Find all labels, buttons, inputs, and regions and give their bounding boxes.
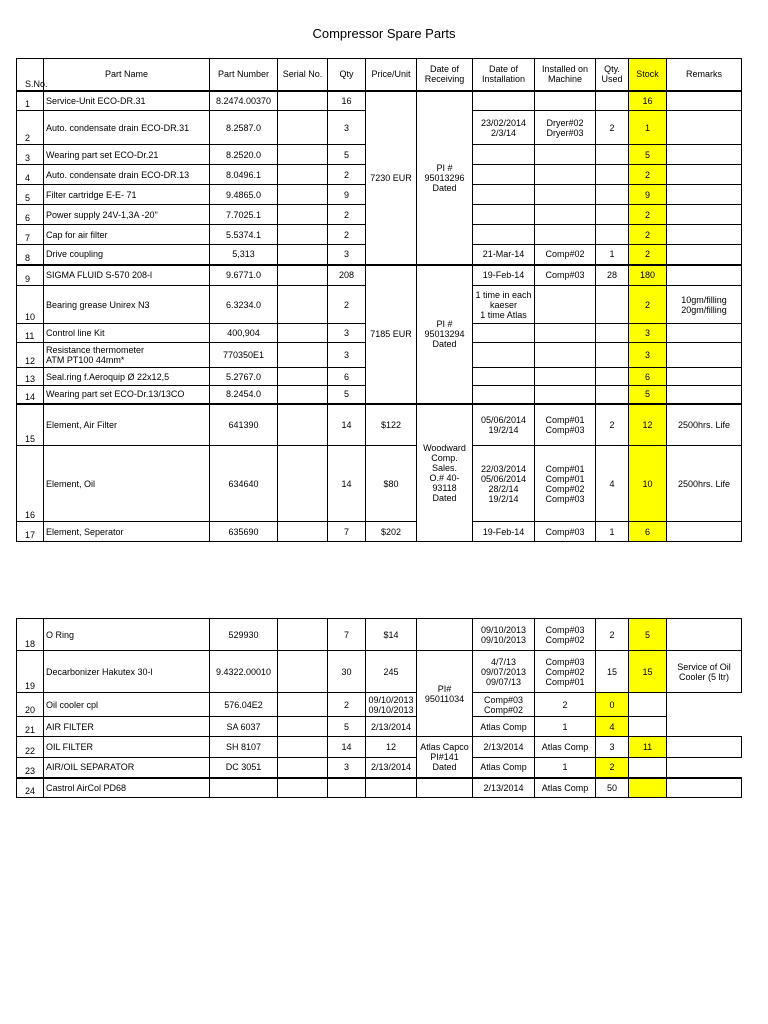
date-installation-cell: 2/13/2014 [366, 758, 417, 778]
remarks-cell [667, 205, 742, 225]
qty-cell: 2 [328, 225, 366, 245]
part-number-cell: 9.6771.0 [210, 265, 278, 286]
header-qty: Qty [328, 59, 366, 91]
installed-on-cell [535, 286, 596, 324]
part-name-cell: Element, Seperator [44, 522, 210, 542]
qty-cell: 3 [328, 324, 366, 343]
stock-cell: 3 [629, 324, 667, 343]
header-installed-on: Installed on Machine [535, 59, 596, 91]
qty-used-cell: 50 [596, 778, 629, 798]
date-installation-cell [473, 91, 535, 111]
spare-parts-table [16, 58, 742, 542]
part-number-cell: 9.4322.00010 [210, 651, 278, 693]
part-name-cell: Element, Air Filter [44, 404, 210, 446]
part-number-cell: 8.2520.0 [210, 145, 278, 165]
stock-cell: 3 [629, 343, 667, 368]
serial-no-cell [278, 368, 328, 386]
date-receiving-cell [417, 778, 473, 798]
stock-cell [629, 778, 667, 798]
date-installation-cell: 23/02/2014 2/3/14 [473, 111, 535, 145]
row-sno: 11 [17, 324, 44, 343]
remarks-cell [667, 386, 742, 404]
installed-on-cell [535, 368, 596, 386]
installed-on-cell [535, 205, 596, 225]
installed-on-cell [535, 343, 596, 368]
stock-cell: 11 [629, 737, 667, 758]
part-number-cell: 576.04E2 [210, 693, 278, 717]
part-number-cell: 529930 [210, 619, 278, 651]
remarks-cell: Service of Oil Cooler (5 ltr) [667, 651, 742, 693]
header-part-name: Part Name [44, 59, 210, 91]
header-price-unit: Price/Unit [366, 59, 417, 91]
date-installation-cell [473, 185, 535, 205]
part-name-cell: Element, Oil [44, 446, 210, 522]
part-name-cell: Power supply 24V-1,3A -20" [44, 205, 210, 225]
serial-no-cell [278, 758, 328, 778]
qty-cell [328, 778, 366, 798]
table-row [17, 778, 742, 798]
serial-no-cell [278, 145, 328, 165]
stock-cell: 6 [629, 368, 667, 386]
part-name-cell: AIR FILTER [44, 717, 210, 737]
remarks-cell [667, 265, 742, 286]
installed-on-cell: Comp#01 Comp#03 [535, 404, 596, 446]
date-installation-cell [473, 225, 535, 245]
header-serial-no: Serial No. [278, 59, 328, 91]
remarks-cell [667, 145, 742, 165]
date-installation-cell [473, 343, 535, 368]
row-sno: 6 [17, 205, 44, 225]
header-part-number: Part Number [210, 59, 278, 91]
date-installation-cell [473, 324, 535, 343]
remarks-cell: 10gm/filling 20gm/filling [667, 286, 742, 324]
date-installation-cell: 19-Feb-14 [473, 265, 535, 286]
qty-used-cell [596, 165, 629, 185]
stock-cell: 5 [629, 145, 667, 165]
qty-cell: 208 [328, 265, 366, 286]
qty-cell: 3 [328, 343, 366, 368]
serial-no-cell [278, 91, 328, 111]
part-name-cell: Oil cooler cpl [44, 693, 210, 717]
serial-no-cell [278, 286, 328, 324]
date-installation-cell: 2/13/2014 [366, 717, 417, 737]
date-installation-cell: 05/06/2014 19/2/14 [473, 404, 535, 446]
qty-used-cell [596, 225, 629, 245]
stock-cell: 10 [629, 446, 667, 522]
serial-no-cell [278, 386, 328, 404]
qty-cell: 2 [328, 205, 366, 225]
date-installation-cell: 09/10/2013 09/10/2013 [473, 619, 535, 651]
row-sno: 8 [17, 245, 44, 265]
qty-used-cell: 3 [596, 737, 629, 758]
qty-cell: 3 [328, 758, 366, 778]
remarks-cell [629, 693, 667, 717]
part-name-cell: Auto. condensate drain ECO-DR.31 [44, 111, 210, 145]
installed-on-cell [535, 324, 596, 343]
row-sno: 12 [17, 343, 44, 368]
date-installation-cell: 19-Feb-14 [473, 522, 535, 542]
qty-cell: 2 [328, 286, 366, 324]
qty-cell: 5 [328, 145, 366, 165]
qty-used-cell [596, 91, 629, 111]
part-number-cell: 5.5374.1 [210, 225, 278, 245]
remarks-cell [667, 225, 742, 245]
part-number-cell [210, 778, 278, 798]
qty-used-cell [596, 343, 629, 368]
table-row [17, 693, 742, 717]
part-number-cell: 770350E1 [210, 343, 278, 368]
part-name-cell: Control line Kit [44, 324, 210, 343]
installed-on-cell [535, 225, 596, 245]
installed-on-cell: Comp#03 [535, 522, 596, 542]
qty-used-cell: 1 [596, 245, 629, 265]
qty-cell: 14 [328, 446, 366, 522]
price-unit-cell: 245 [366, 651, 417, 693]
installed-on-cell: Atlas Comp [535, 778, 596, 798]
row-sno: 20 [17, 693, 44, 717]
serial-no-cell [278, 446, 328, 522]
qty-used-cell: 1 [535, 758, 596, 778]
part-name-cell: Filter cartridge E-E- 71 [44, 185, 210, 205]
qty-cell: 3 [328, 245, 366, 265]
table-row [17, 619, 742, 651]
serial-no-cell [278, 225, 328, 245]
remarks-cell [667, 111, 742, 145]
remarks-cell [667, 522, 742, 542]
date-receiving-cell: Woodward Comp. Sales. O.# 40- 93118 Dated [417, 404, 473, 542]
part-number-cell: 641390 [210, 404, 278, 446]
row-sno: 1 [17, 91, 44, 111]
row-sno: 17 [17, 522, 44, 542]
installed-on-cell: Comp#03 [535, 265, 596, 286]
qty-used-cell [596, 286, 629, 324]
installed-on-cell: Atlas Comp [535, 737, 596, 758]
price-unit-cell: $80 [366, 446, 417, 522]
row-sno: 14 [17, 386, 44, 404]
row-sno: 13 [17, 368, 44, 386]
installed-on-cell: Comp#03 Comp#02 [473, 693, 535, 717]
row-sno: 4 [17, 165, 44, 185]
stock-cell: 0 [596, 693, 629, 717]
row-sno: 22 [17, 737, 44, 758]
row-sno: 21 [17, 717, 44, 737]
stock-cell: 2 [596, 758, 629, 778]
date-installation-cell: 09/10/2013 09/10/2013 [366, 693, 417, 717]
stock-cell: 5 [629, 619, 667, 651]
qty-used-cell: 2 [596, 404, 629, 446]
stock-cell: 2 [629, 286, 667, 324]
header-sno: S.No. [17, 59, 44, 91]
qty-used-cell [596, 185, 629, 205]
date-receiving-cell: PI # 95013296 Dated [417, 91, 473, 265]
remarks-cell [667, 245, 742, 265]
qty-used-cell [596, 205, 629, 225]
part-number-cell: 8.2587.0 [210, 111, 278, 145]
price-unit-cell: 7230 EUR [366, 91, 417, 265]
price-unit-cell: $202 [366, 522, 417, 542]
table-row [17, 404, 742, 446]
part-number-cell: 635690 [210, 522, 278, 542]
remarks-cell [629, 717, 667, 737]
installed-on-cell [535, 145, 596, 165]
qty-used-cell: 4 [596, 446, 629, 522]
stock-cell: 4 [596, 717, 629, 737]
row-sno: 7 [17, 225, 44, 245]
table-row [17, 737, 742, 758]
stock-cell: 2 [629, 245, 667, 265]
price-unit-cell [366, 778, 417, 798]
serial-no-cell [278, 165, 328, 185]
part-name-cell: Decarbonizer Hakutex 30-l [44, 651, 210, 693]
part-name-cell: Castrol AirCol PD68 [44, 778, 210, 798]
serial-no-cell [278, 245, 328, 265]
installed-on-cell: Comp#02 [535, 245, 596, 265]
qty-cell: 16 [328, 91, 366, 111]
part-number-cell: 8.0496.1 [210, 165, 278, 185]
qty-cell: 7 [328, 522, 366, 542]
qty-cell: 6 [328, 368, 366, 386]
installed-on-cell: Comp#03 Comp#02 [535, 619, 596, 651]
table-row [17, 758, 742, 778]
date-installation-cell [473, 145, 535, 165]
table-row [17, 651, 742, 693]
date-installation-cell: 4/7/13 09/07/2013 09/07/13 [473, 651, 535, 693]
installed-on-cell: Atlas Comp [473, 758, 535, 778]
part-number-cell: 5.2767.0 [210, 368, 278, 386]
date-installation-cell: 22/03/2014 05/06/2014 28/2/14 19/2/14 [473, 446, 535, 522]
date-installation-cell [473, 368, 535, 386]
part-name-cell: Wearing part set ECO-Dr.13/13CO [44, 386, 210, 404]
installed-on-cell [535, 165, 596, 185]
qty-cell: 2 [328, 165, 366, 185]
remarks-cell [667, 619, 742, 651]
date-receiving-cell [417, 619, 473, 651]
qty-cell: 7 [328, 619, 366, 651]
qty-cell: 30 [328, 651, 366, 693]
part-number-cell: 5,313 [210, 245, 278, 265]
qty-used-cell [596, 386, 629, 404]
part-name-cell: SIGMA FLUID S-570 208-l [44, 265, 210, 286]
serial-no-cell [278, 717, 328, 737]
header-remarks: Remarks [667, 59, 742, 91]
part-number-cell: 9.4865.0 [210, 185, 278, 205]
date-installation-cell [473, 205, 535, 225]
row-sno: 19 [17, 651, 44, 693]
price-unit-cell: 7185 EUR [366, 265, 417, 404]
part-name-cell: AIR/OIL SEPARATOR [44, 758, 210, 778]
header-row [17, 59, 742, 91]
stock-cell: 2 [629, 205, 667, 225]
date-installation-cell: 21-Mar-14 [473, 245, 535, 265]
remarks-cell [667, 324, 742, 343]
date-installation-cell: 2/13/2014 [473, 778, 535, 798]
part-name-cell: Resistance thermometer ATM PT100 44mm* [44, 343, 210, 368]
qty-used-cell [596, 324, 629, 343]
date-installation-cell: 2/13/2014 [473, 737, 535, 758]
header-date-receiving: Date of Receiving [417, 59, 473, 91]
serial-no-cell [278, 522, 328, 542]
row-sno: 3 [17, 145, 44, 165]
date-receiving-cell: PI # 95013294 Dated [417, 265, 473, 404]
serial-no-cell [278, 111, 328, 145]
serial-no-cell [278, 185, 328, 205]
qty-used-cell: 15 [596, 651, 629, 693]
serial-no-cell [278, 205, 328, 225]
date-receiving-cell: PI# 95011034 [417, 651, 473, 737]
remarks-cell [667, 778, 742, 798]
qty-cell: 5 [328, 717, 366, 737]
date-installation-cell [473, 386, 535, 404]
row-sno: 9 [17, 265, 44, 286]
date-installation-cell: 1 time in each kaeser 1 time Atlas [473, 286, 535, 324]
stock-cell: 16 [629, 91, 667, 111]
installed-on-cell [535, 91, 596, 111]
installed-on-cell: Dryer#02 Dryer#03 [535, 111, 596, 145]
qty-used-cell: 2 [596, 111, 629, 145]
part-number-cell: 6.3234.0 [210, 286, 278, 324]
part-number-cell: 8.2454.0 [210, 386, 278, 404]
qty-used-cell [596, 368, 629, 386]
serial-no-cell [278, 343, 328, 368]
remarks-cell [629, 758, 667, 778]
qty-cell: 5 [328, 386, 366, 404]
part-number-cell: SH 8107 [210, 737, 278, 758]
row-sno: 18 [17, 619, 44, 651]
stock-cell: 15 [629, 651, 667, 693]
part-number-cell: DC 3051 [210, 758, 278, 778]
stock-cell: 6 [629, 522, 667, 542]
qty-cell: 14 [328, 404, 366, 446]
price-unit-cell: $14 [366, 619, 417, 651]
serial-no-cell [278, 651, 328, 693]
part-number-cell: 7.7025.1 [210, 205, 278, 225]
serial-no-cell [278, 693, 328, 717]
stock-cell: 180 [629, 265, 667, 286]
part-name-cell: Cap for air filter [44, 225, 210, 245]
header-qty-used: Qty. Used [596, 59, 629, 91]
serial-no-cell [278, 778, 328, 798]
part-name-cell: Service-Unit ECO-DR.31 [44, 91, 210, 111]
remarks-cell: 2500hrs. Life [667, 446, 742, 522]
part-name-cell: O Ring [44, 619, 210, 651]
table-row [17, 446, 742, 522]
part-name-cell: OIL FILTER [44, 737, 210, 758]
table-row [17, 91, 742, 111]
installed-on-cell: Atlas Comp [473, 717, 535, 737]
installed-on-cell: Comp#03 Comp#02 Comp#01 [535, 651, 596, 693]
row-sno: 2 [17, 111, 44, 145]
installed-on-cell [535, 386, 596, 404]
page-title: Compressor Spare Parts [312, 26, 456, 41]
qty-used-cell: 1 [535, 717, 596, 737]
row-sno: 10 [17, 286, 44, 324]
row-sno: 16 [17, 446, 44, 522]
remarks-cell [667, 185, 742, 205]
remarks-cell [667, 737, 742, 758]
remarks-cell: 2500hrs. Life [667, 404, 742, 446]
qty-cell: 9 [328, 185, 366, 205]
price-unit-cell: 12 [366, 737, 417, 758]
serial-no-cell [278, 619, 328, 651]
table-row [17, 265, 742, 286]
qty-cell: 14 [328, 737, 366, 758]
part-name-cell: Auto. condensate drain ECO-DR.13 [44, 165, 210, 185]
serial-no-cell [278, 265, 328, 286]
part-number-cell: SA 6037 [210, 717, 278, 737]
stock-cell: 2 [629, 165, 667, 185]
remarks-cell [667, 368, 742, 386]
row-sno: 23 [17, 758, 44, 778]
serial-no-cell [278, 324, 328, 343]
row-sno: 24 [17, 778, 44, 798]
remarks-cell [667, 343, 742, 368]
date-receiving-cell: Atlas Capco PI#141 Dated [417, 737, 473, 778]
qty-used-cell [596, 145, 629, 165]
part-name-cell: Bearing grease Unirex N3 [44, 286, 210, 324]
qty-cell: 2 [328, 693, 366, 717]
qty-used-cell: 2 [596, 619, 629, 651]
part-number-cell: 634640 [210, 446, 278, 522]
part-name-cell: Seal.ring f.Aeroquip Ø 22x12,5 [44, 368, 210, 386]
header-date-installation: Date of Installation [473, 59, 535, 91]
remarks-cell [667, 165, 742, 185]
part-name-cell: Drive coupling [44, 245, 210, 265]
qty-used-cell: 1 [596, 522, 629, 542]
part-number-cell: 8.2474.00370 [210, 91, 278, 111]
part-name-cell: Wearing part set ECO-Dr.21 [44, 145, 210, 165]
table-row [17, 717, 742, 737]
stock-cell: 5 [629, 386, 667, 404]
remarks-cell [667, 91, 742, 111]
header-stock: Stock [629, 59, 667, 91]
stock-cell: 2 [629, 225, 667, 245]
price-unit-cell: $122 [366, 404, 417, 446]
installed-on-cell: Comp#01 Comp#01 Comp#02 Comp#03 [535, 446, 596, 522]
qty-used-cell: 2 [535, 693, 596, 717]
stock-cell: 9 [629, 185, 667, 205]
part-number-cell: 400,904 [210, 324, 278, 343]
qty-used-cell: 28 [596, 265, 629, 286]
spare-parts-table-2 [16, 618, 742, 798]
serial-no-cell [278, 737, 328, 758]
row-sno: 15 [17, 404, 44, 446]
row-sno: 5 [17, 185, 44, 205]
table-row [17, 522, 742, 542]
stock-cell: 12 [629, 404, 667, 446]
stock-cell: 1 [629, 111, 667, 145]
serial-no-cell [278, 404, 328, 446]
date-installation-cell [473, 165, 535, 185]
installed-on-cell [535, 185, 596, 205]
qty-cell: 3 [328, 111, 366, 145]
